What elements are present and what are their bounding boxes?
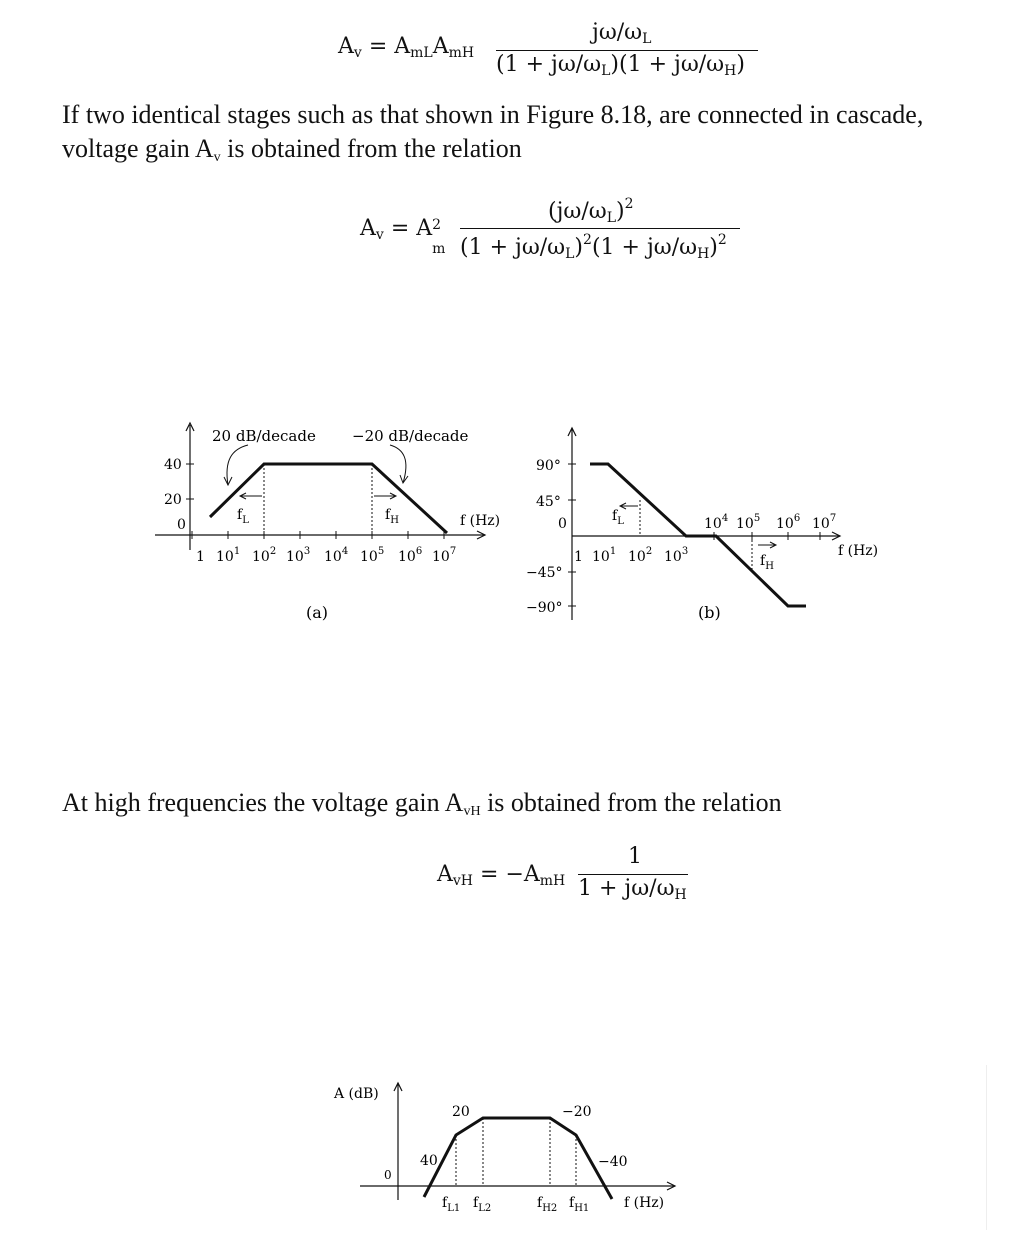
paragraph-high-frequency: At high frequencies the voltage gain $A_{vH}$ is obtained from the relation — [62, 788, 782, 819]
eq1-fraction-bar — [496, 50, 758, 51]
fig-b-xtick-1: 1 — [574, 549, 583, 565]
fig-c-slope-40: 40 — [420, 1153, 438, 1169]
fig-a-xtick-10-5: $10^5$ — [360, 546, 385, 565]
fig-b-xtick-10-5: $10^5$ — [736, 513, 761, 532]
figure-c-cascade-plot — [330, 1075, 690, 1220]
fig-a-slope-right-label: −20 dB/decade — [352, 427, 469, 445]
fig-b-fL-label: $f_L$ — [612, 508, 624, 527]
eq1-rhs: $A_{mL}A_{mH}$ — [394, 34, 475, 61]
fig-b-fH-label: $f_H$ — [760, 553, 774, 572]
fig-b-xtick-10-3: $10^3$ — [664, 546, 689, 565]
fig-a-ylabel-20: 20 — [164, 492, 182, 508]
fig-b-xtick-10-2: $10^2$ — [628, 546, 653, 565]
fig-a-ylabel-40: 40 — [164, 457, 182, 473]
equation-2: $A_v = A$ 2 m — [360, 216, 446, 257]
equation-3: $A_{vH} = -A_{mH}$ — [437, 862, 566, 889]
fig-b-xtick-10-1: $10^1$ — [592, 546, 617, 565]
fig-b-caption: (b) — [698, 603, 721, 622]
eq2-fraction-bar — [460, 228, 740, 229]
fig-b-xtick-10-7: $10^7$ — [812, 513, 837, 532]
eq3-numerator: 1 — [628, 844, 642, 869]
fig-b-ylabel-45: 45° — [536, 494, 561, 510]
fig-b-phase-curve — [590, 464, 806, 606]
fig-c-xlabel-fH1: $f_{H1}$ — [569, 1195, 590, 1214]
fig-a-xtick-10-1: $10^1$ — [216, 546, 241, 565]
fig-b-ylabel-90: 90° — [536, 458, 561, 474]
equation-1: $A_v = A_{mL}A_{mH}$ — [338, 34, 475, 61]
fig-a-xtick-10-7: $10^7$ — [432, 546, 457, 565]
fig-c-slope-20: 20 — [452, 1104, 470, 1120]
eq3-denominator: $1 + j\omega/\omega_H$ — [578, 876, 687, 903]
page-edge-divider — [986, 1065, 987, 1230]
fig-a-xtick-10-2: $10^2$ — [252, 546, 277, 565]
fig-a-xtick-10-6: $10^6$ — [398, 546, 423, 565]
paragraph-cascade: If two identical stages such as that shown in Figure 8.18, are connected in cascade, voltage gain $A_v$ is obtained from the relation — [62, 100, 924, 165]
figure-a-magnitude-plot — [120, 415, 520, 630]
figure-b-phase-plot — [520, 420, 900, 630]
fig-a-xtick-1: 1 — [196, 549, 205, 565]
eq2-numerator: $(j\omega/\omega_L)^2$ — [548, 196, 634, 226]
fig-b-x-label: f (Hz) — [838, 543, 879, 559]
fig-a-ylabel-0: 0 — [177, 517, 186, 533]
fig-a-xtick-10-3: $10^3$ — [286, 546, 311, 565]
fig-a-slope-left-label: 20 dB/decade — [212, 427, 316, 445]
fig-a-fL-label: $f_L$ — [237, 507, 249, 526]
fig-a-caption: (a) — [306, 603, 329, 622]
eq3-fraction-bar — [578, 874, 688, 875]
eq1-denominator: $(1 + j\omega/\omega_L)(1 + j\omega/\omega_H)$ — [496, 52, 745, 79]
fig-c-slope-m20: −20 — [562, 1104, 592, 1120]
fig-b-ylabel-m45: −45° — [526, 565, 563, 581]
fig-c-bode-curve — [424, 1118, 612, 1199]
fig-b-ylabel-m90: −90° — [526, 600, 563, 616]
fig-c-zero-label: 0 — [384, 1168, 392, 1182]
eq2-denominator: $(1 + j\omega/\omega_L)^2(1 + j\omega/\omega_H)^2$ — [460, 232, 727, 262]
fig-a-x-label: f (Hz) — [460, 513, 501, 529]
fig-b-xtick-10-6: $10^6$ — [776, 513, 801, 532]
fig-c-xlabel-fL1: $f_{L1}$ — [442, 1195, 461, 1214]
fig-c-xlabel-fL2: $f_{L2}$ — [473, 1195, 492, 1214]
eq1-lhs: $A_v$ — [338, 34, 362, 61]
fig-b-ylabel-0: 0 — [558, 516, 567, 532]
fig-a-right-slope-pointer — [390, 445, 406, 483]
fig-b-xtick-10-4: $10^4$ — [704, 513, 729, 532]
fig-c-xlabel-fH2: $f_{H2}$ — [537, 1195, 558, 1214]
fig-c-slope-m40: −40 — [598, 1154, 628, 1170]
fig-c-y-label: A (dB) — [334, 1086, 379, 1102]
fig-a-left-slope-pointer — [227, 445, 248, 485]
fig-c-x-label: f (Hz) — [624, 1195, 665, 1211]
fig-a-xtick-10-4: $10^4$ — [324, 546, 349, 565]
eq1-numerator: $j\omega/\omega_L$ — [592, 20, 652, 47]
fig-a-fH-label: $f_H$ — [385, 507, 399, 526]
